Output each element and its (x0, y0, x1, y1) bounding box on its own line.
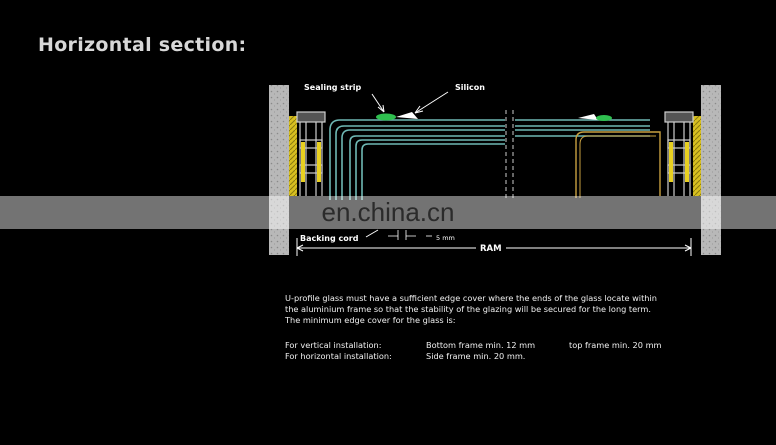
spec-value: Bottom frame min. 12 mm (426, 340, 536, 350)
backing-cord-label: Backing cord (300, 234, 359, 243)
page-title: Horizontal section: (38, 34, 247, 56)
silicon-label: Silicon (455, 83, 485, 92)
dimension-5mm (388, 230, 432, 240)
note-line: U-profile glass must have a sufficient edge cover where the ends of the glass locate within (285, 293, 657, 303)
note-line: The minimum edge cover for the glass is: (285, 315, 456, 326)
backing-cord-arrow (366, 230, 378, 237)
spec-label: For horizontal installation: (285, 351, 392, 361)
silicon-bead (396, 112, 418, 119)
sealing-strip-arrow (372, 94, 384, 112)
break-line (506, 110, 513, 200)
notes-text (285, 293, 725, 327)
right-insulation (693, 116, 701, 196)
silicon-arrow (415, 92, 448, 113)
glass-panels-right (515, 120, 650, 136)
note-line: the aluminium frame so that the stability of the glazing will be secured for the long term. (285, 304, 651, 315)
sealing-strip (376, 114, 396, 121)
left-insulation (289, 116, 297, 196)
ram-label: RAM (480, 244, 502, 254)
spec-label: For vertical installation: (285, 340, 382, 350)
right-glass-end (576, 132, 660, 198)
glass-panels-left (330, 120, 505, 200)
dimension-5mm-label: 5 mm (436, 234, 455, 242)
spec-value: top frame min. 20 mm (569, 340, 662, 350)
spec-value: Side frame min. 20 mm. (426, 351, 526, 361)
watermark: en.china.cn (321, 197, 455, 227)
sealing-strip-label: Sealing strip (304, 83, 362, 92)
